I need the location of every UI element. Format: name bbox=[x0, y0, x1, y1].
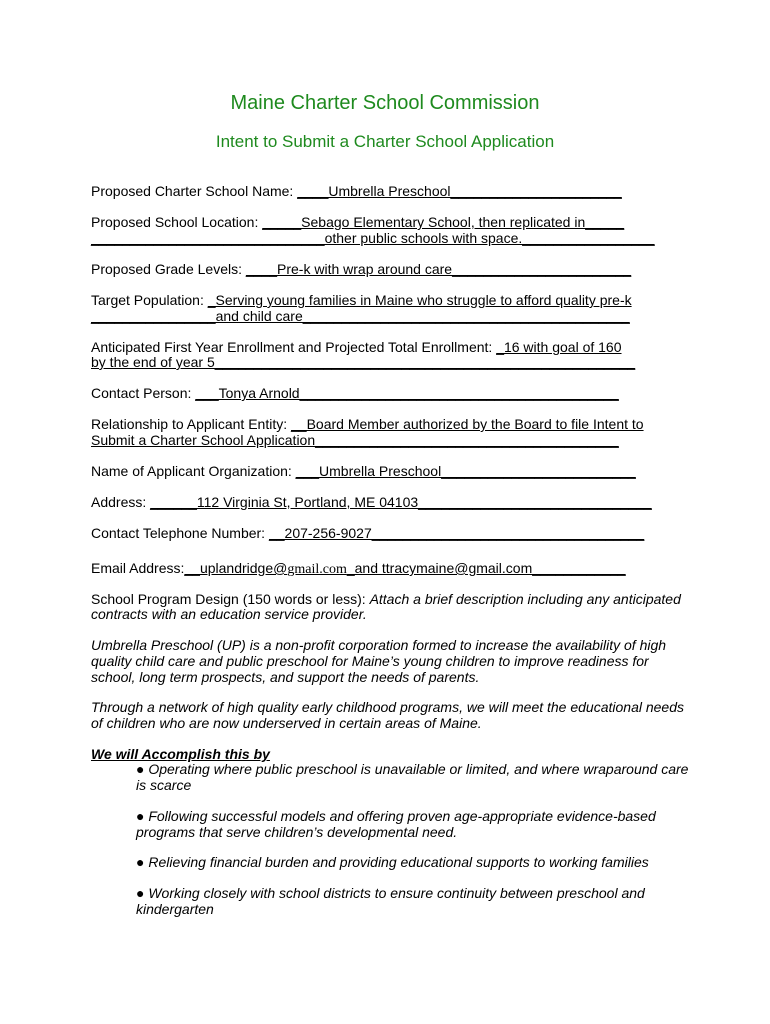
field-value: _and ttracymaine@gmail.com____________ bbox=[346, 560, 626, 576]
field-label: Address: bbox=[91, 494, 151, 510]
field-label: Proposed Charter School Name: bbox=[91, 183, 298, 199]
field-label: Proposed Grade Levels: bbox=[91, 261, 246, 277]
field-contact-person bbox=[91, 385, 619, 401]
field-label: Proposed School Location: bbox=[91, 214, 263, 230]
field-target-population-continued bbox=[91, 308, 630, 324]
field-location bbox=[91, 214, 624, 230]
document-title: Maine Charter School Commission bbox=[230, 92, 540, 114]
field-label: School Program Design (150 words or less): bbox=[91, 591, 370, 607]
field-value: _Serving young families in Maine who struggle to afford quality pre-k bbox=[207, 292, 632, 308]
field-target-population bbox=[91, 292, 632, 308]
field-address bbox=[91, 494, 652, 510]
field-organization bbox=[91, 463, 636, 479]
field-value: ____Pre-k with wrap around care_______________________ bbox=[245, 261, 632, 277]
field-email bbox=[91, 560, 626, 578]
field-label: Contact Person: bbox=[91, 385, 196, 401]
field-label: Contact Telephone Number: bbox=[91, 525, 269, 541]
field-label: Email Address: bbox=[91, 560, 185, 576]
field-value: gmail.com bbox=[287, 562, 347, 577]
field-relationship bbox=[91, 416, 644, 432]
field-value: ________________and child care__________________________________________ bbox=[91, 308, 630, 324]
field-value: by the end of year 5______________________________________________________ bbox=[91, 354, 636, 370]
field-value: ___Umbrella Preschool_________________________ bbox=[295, 463, 636, 479]
program-design-label bbox=[91, 591, 681, 607]
description-paragraph: Umbrella Preschool (UP) is a non-profit corporation formed to increase the availability of high quality child care and public preschool for Maine’s young children to improve readiness for school, long term prospects, and support the needs of parents. bbox=[91, 637, 667, 685]
field-label: Anticipated First Year Enrollment and Projected Total Enrollment: bbox=[91, 339, 497, 355]
program-design-instruction-continued: contracts with an education service provider. bbox=[91, 606, 367, 622]
field-value: __207-256-9027___________________________________ bbox=[268, 525, 645, 541]
field-value: ____Umbrella Preschool______________________ bbox=[297, 183, 622, 199]
program-design-instruction: Attach a brief description including any anticipated bbox=[369, 591, 681, 607]
bullet-item: ● Operating where public preschool is unavailable or limited, and where wraparound care is scarce bbox=[136, 761, 689, 793]
document-subtitle: Intent to Submit a Charter School Application bbox=[215, 132, 555, 151]
field-label: Name of Applicant Organization: bbox=[91, 463, 296, 479]
field-value: __uplandridge@ bbox=[184, 560, 288, 576]
field-value: __Board Member authorized by the Board to file Intent to bbox=[291, 416, 644, 432]
field-value: Submit a Charter School Application_______________________________________ bbox=[91, 432, 619, 448]
description-paragraph: Through a network of high quality early childhood programs, we will meet the educational needs of children who are now underserved in certain areas of Maine. bbox=[91, 699, 685, 731]
field-value: _____Sebago Elementary School, then replicated in_____ bbox=[262, 214, 625, 230]
field-location-continued bbox=[91, 230, 655, 246]
field-value: ______112 Virginia St, Portland, ME 04103______________________________ bbox=[150, 494, 652, 510]
field-label: Target Population: bbox=[91, 292, 208, 308]
bullet-item: ● Relieving financial burden and providing educational supports to working families bbox=[136, 854, 649, 870]
field-label: Relationship to Applicant Entity: bbox=[91, 416, 292, 432]
field-value: ___Tonya Arnold_________________________________________ bbox=[195, 385, 619, 401]
bullet-item: ● Following successful models and offering proven age-appropriate evidence-based programs that serve children’s developmental need. bbox=[136, 808, 656, 840]
section-heading: We will Accomplish this by bbox=[91, 746, 270, 762]
field-grade-levels bbox=[91, 261, 631, 277]
field-telephone bbox=[91, 525, 644, 541]
field-enrollment-continued bbox=[91, 354, 635, 370]
field-relationship-continued bbox=[91, 432, 619, 448]
field-value: ______________________________other public schools with space._________________ bbox=[91, 230, 655, 246]
field-enrollment bbox=[91, 339, 622, 355]
field-value: _16 with goal of 160 bbox=[496, 339, 622, 355]
field-school-name bbox=[91, 183, 622, 199]
bullet-item: ● Working closely with school districts to ensure continuity between preschool and kindergarten bbox=[136, 885, 645, 917]
